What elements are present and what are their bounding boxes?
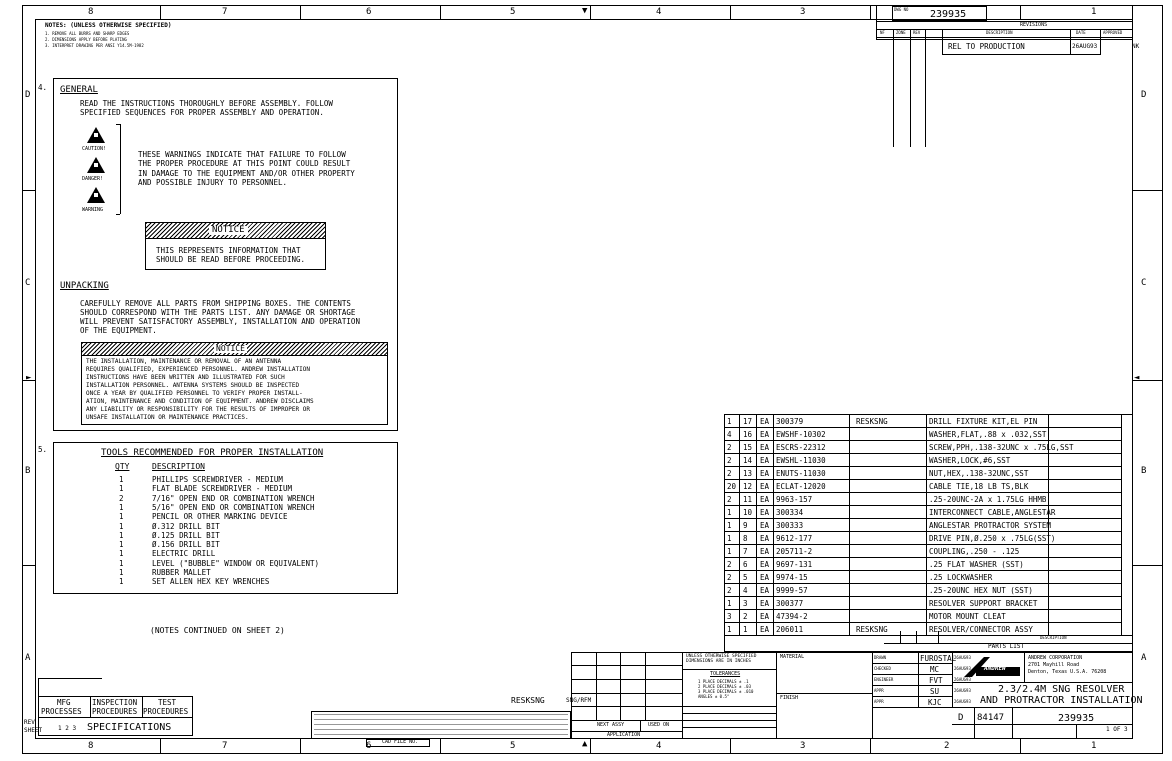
zone-top-6: 6 (366, 7, 372, 17)
tool-qty: 1 (119, 549, 124, 559)
parts-cell-desc: COUPLING,.250 - .125 (929, 547, 1020, 556)
notes-continued: (NOTES CONTINUED ON SHEET 2) (150, 626, 285, 635)
general-title: GENERAL (60, 85, 98, 95)
parts-row (724, 440, 1121, 454)
tolerances-header: UNLESS OTHERWISE SPECIFIED DIMENSIONS ARE IN INCHES (686, 654, 757, 664)
parts-cell-desc: DRIVE PIN,Ø.250 x .75LG(SST) (929, 534, 1056, 543)
parts-cell-item: 1 (727, 599, 732, 608)
tool-qty: 1 (119, 577, 124, 587)
icon-bracket (120, 124, 121, 214)
tool-qty: 1 (119, 558, 124, 568)
used-on-label: USED ON (648, 722, 670, 728)
tool-qty: 1 (119, 502, 124, 512)
parts-cell-item: 1 (727, 625, 732, 634)
parts-list-label: PARTS LIST (988, 643, 1025, 650)
tool-desc: LEVEL ("BUBBLE" WINDOW OR EQUIVALENT) (152, 558, 320, 568)
zone-top-5: 5 (510, 7, 516, 17)
center-arrow-bottom: ▲ (582, 739, 588, 749)
parts-cell-part: 205711-2 (776, 547, 813, 556)
tb-role-4: APPR (874, 688, 884, 693)
parts-cell-qty: 14 (743, 456, 753, 465)
tool-desc: Ø.312 DRILL BIT (152, 521, 220, 531)
parts-cell-um: EA (760, 586, 770, 595)
unpacking-text-2: SHOULD CORRESPOND WITH THE PARTS LIST. ANY DAMAGE OR SHORTAGE (80, 308, 356, 317)
tool-qty: 2 (119, 493, 124, 503)
notice-label-large: NOTICE (216, 344, 245, 353)
parts-cell-part: EWSHF-10302 (776, 430, 826, 439)
tb-init-2: MC (930, 665, 940, 674)
warning-text-4: AND POSSIBLE INJURY TO PERSONNEL. (138, 178, 288, 187)
general-num: 4. (38, 83, 48, 92)
sheet-count: 1 OF 3 (1106, 726, 1128, 733)
test-proc-label: PROCEDURES (143, 707, 189, 716)
company-line-1: ANDREW CORPORATION (1028, 655, 1083, 661)
drawing-title-2: AND PROTRACTOR INSTALLATION (980, 695, 1143, 706)
rev-h-nf: NF (880, 30, 885, 35)
warning-icon (86, 186, 106, 204)
parts-cell-desc: NUT,HEX,.138-32UNC,SST (929, 469, 1029, 478)
notice-text-large-2: REQUIRES QUALIFIED, EXPERIENCED PERSONNEL. ANDREW INSTALLATION (86, 366, 310, 373)
parts-cell-item: 1 (727, 534, 732, 543)
rev-h-approved: APPROVED (1103, 30, 1123, 35)
parts-cell-part: 9999-57 (776, 586, 808, 595)
drawing-size: D (958, 713, 964, 723)
tolerances-title: TOLERANCES (710, 671, 741, 677)
parts-cell-um: EA (760, 573, 770, 582)
tool-desc: PENCIL OR OTHER MARKING DEVICE (152, 512, 288, 522)
parts-row (724, 427, 1121, 441)
center-arrow-left: ► (26, 373, 32, 383)
parts-cell-um: EA (760, 430, 770, 439)
parts-cell-part: 206011 (776, 625, 804, 634)
parts-cell-um: EA (760, 456, 770, 465)
zone-bottom-6: 6 (366, 741, 372, 751)
fine-print (314, 714, 568, 736)
parts-cell-item: 1 (727, 547, 732, 556)
parts-cell-desc: .25 LOCKWASHER (929, 573, 993, 582)
caution-label: CAUTION! (82, 146, 107, 152)
tb-role-3: ENGINEER (874, 677, 894, 682)
parts-cell-part: 300333 (776, 521, 804, 530)
parts-cell-qty: 1 (743, 625, 748, 634)
parts-cell-qty: 11 (743, 495, 753, 504)
center-arrow-right: ◄ (1134, 373, 1140, 383)
rev-h-rev: REV (913, 30, 921, 35)
rev-label: REV (24, 719, 35, 726)
zone-top-8: 8 (88, 7, 94, 17)
zone-right-d: D (1141, 90, 1147, 100)
parts-cell-um: EA (760, 521, 770, 530)
zone-right-c: C (1141, 278, 1147, 288)
unpacking-title: UNPACKING (60, 281, 109, 291)
next-assy-label: NEXT ASSY (597, 722, 625, 728)
revisions-title: REVISIONS (1020, 22, 1048, 28)
warning-text-2: THE PROPER PROCEDURE AT THIS POINT COULD RESULT (138, 159, 351, 168)
parts-cell-part: 47394-2 (776, 612, 808, 621)
title-dwg-no: 239935 (1058, 713, 1095, 724)
tools-qty-header: QTY (115, 462, 130, 471)
sheet-label: SHEET (24, 727, 43, 734)
parts-row (724, 492, 1121, 506)
notice-text-large-4: INSTALLATION PERSONNEL. ANTENNA SYSTEMS SHOULD BE INSPECTED (86, 382, 300, 389)
notice-text-large-6: ATION, MAINTENANCE AND CONDITION OF EQUIPMENT. ANDREW DISCLAIMS (86, 398, 314, 405)
parts-cell-um: EA (760, 417, 770, 426)
parts-cell-desc: RESOLVER SUPPORT BRACKET (929, 599, 1038, 608)
zone-left-d: D (25, 90, 31, 100)
zone-bottom-2: 2 (944, 741, 950, 751)
parts-desc-col: DESCRIPTION (1040, 635, 1067, 640)
parts-row (724, 583, 1121, 597)
parts-cell-part: ESCRS-22312 (776, 443, 826, 452)
unpacking-text-3: WILL PREVENT SATISFACTORY ASSEMBLY, INSTALLATION AND OPERATION (80, 317, 360, 326)
parts-cell-ref: RESKSNG (856, 417, 888, 426)
general-intro-2: SPECIFIED SEQUENCES FOR PROPER ASSEMBLY AND OPERATION. (80, 108, 324, 117)
inspection-label: INSPECTION (92, 698, 138, 707)
rev-row-date: 26AUG93 (1072, 43, 1098, 50)
parts-cell-qty: 7 (743, 547, 748, 556)
tools-title: TOOLS RECOMMENDED FOR PROPER INSTALLATION (101, 448, 324, 458)
note-line-1: 1. REMOVE ALL BURRS AND SHARP EDGES (45, 31, 130, 36)
parts-cell-desc: MOTOR MOUNT CLEAT (929, 612, 1006, 621)
cad-file-label: CAD FILE NO. (382, 739, 419, 745)
application-label: APPLICATION (607, 732, 641, 738)
parts-cell-qty: 17 (743, 417, 753, 426)
parts-row (724, 531, 1121, 545)
tool-desc: FLAT BLADE SCREWDRIVER - MEDIUM (152, 484, 292, 494)
zone-bottom-8: 8 (88, 741, 94, 751)
zone-bottom-1: 1 (1091, 741, 1097, 751)
tb-init-4: SU (930, 687, 940, 696)
parts-row (724, 505, 1121, 519)
mfg-label: MFG (57, 698, 71, 707)
parts-cell-desc: .25 FLAT WASHER (SST) (929, 560, 1024, 569)
parts-cell-desc: SCREW,PPH,.138-32UNC x .75LG,SST (929, 443, 1074, 452)
parts-row (724, 479, 1121, 493)
parts-cell-qty: 13 (743, 469, 753, 478)
tb-date-3: 26AUG93 (954, 677, 971, 682)
parts-cell-item: 1 (727, 521, 732, 530)
zone-right-a: A (1141, 653, 1147, 663)
tb-role-5: APPR (874, 699, 884, 704)
tb-date-2: 26AUG93 (954, 666, 971, 671)
notice-text-large-5: ONCE A YEAR BY QUALIFIED PERSONNEL TO VERIFY PROPER INSTALL- (86, 390, 303, 397)
danger-icon (86, 156, 106, 174)
tolerance-3: 3 PLACE DECIMALS ± .010 (698, 689, 754, 694)
zone-left-c: C (25, 278, 31, 288)
zone-right-b: B (1141, 466, 1147, 476)
zone-top-1: 1 (1091, 7, 1097, 17)
tb-date-4: 26AUG93 (954, 688, 971, 693)
notice-text-large-1: THE INSTALLATION, MAINTENANCE OR REMOVAL OF AN ANTENNA (86, 358, 282, 365)
parts-row (724, 453, 1121, 467)
fscm-number: 84147 (977, 713, 1005, 723)
zone-bottom-4: 4 (656, 741, 662, 751)
parts-row (724, 609, 1121, 623)
parts-cell-qty: 4 (743, 586, 748, 595)
parts-cell-part: EWSHL-11030 (776, 456, 826, 465)
parts-cell-qty: 16 (743, 430, 753, 439)
inspection-proc-label: PROCEDURES (92, 707, 138, 716)
note-line-3: 3. INTERPRET DRAWING PER ANSI Y14.5M-1982 (45, 43, 144, 48)
tb-date-1: 26AUG93 (954, 655, 971, 660)
unpacking-text-4: OF THE EQUIPMENT. (80, 326, 157, 335)
tool-desc: SET ALLEN HEX KEY WRENCHES (152, 577, 270, 587)
reksng-label: RESKSNG (511, 696, 545, 705)
tool-desc: 5/16" OPEN END OR COMBINATION WRENCH (152, 502, 315, 512)
parts-cell-qty: 6 (743, 560, 748, 569)
parts-cell-qty: 15 (743, 443, 753, 452)
parts-cell-part: 9697-131 (776, 560, 813, 569)
parts-cell-item: 1 (727, 417, 732, 426)
center-arrow-top: ▼ (582, 6, 588, 16)
parts-cell-um: EA (760, 443, 770, 452)
zone-bottom-5: 5 (510, 741, 516, 751)
tb-role-2: CHECKED (874, 666, 891, 671)
parts-row (724, 414, 1121, 428)
tool-qty: 1 (119, 521, 124, 531)
parts-cell-desc: RESOLVER/CONNECTOR ASSY (929, 625, 1033, 634)
notice-text-small-2: SHOULD BE READ BEFORE PROCEEDING. (156, 255, 306, 264)
parts-cell-item: 2 (727, 586, 732, 595)
parts-cell-desc: WASHER,LOCK,#6,SST (929, 456, 1011, 465)
sheet-nums: 1 2 3 (58, 725, 77, 732)
tb-init-1: FUROSTAL (920, 654, 957, 663)
note-line-2: 2. DIMENSIONS APPLY BEFORE PLATING (45, 37, 127, 42)
tool-desc: Ø.156 DRILL BIT (152, 540, 220, 550)
danger-label: DANGER! (82, 176, 104, 182)
finish-label: FINISH (780, 695, 799, 701)
tb-role-1: DRAWN (874, 655, 887, 660)
parts-cell-um: EA (760, 469, 770, 478)
material-label: MATERIAL (780, 654, 805, 660)
tool-desc: PHILLIPS SCREWDRIVER - MEDIUM (152, 475, 283, 484)
notice-text-small-1: THIS REPRESENTS INFORMATION THAT (156, 246, 301, 255)
parts-row (724, 544, 1121, 558)
company-line-2: 2701 Mayhill Road (1028, 662, 1080, 668)
parts-cell-desc: WASHER,FLAT,.88 x .032,SST (929, 430, 1047, 439)
specifications-label: SPECIFICATIONS (87, 722, 172, 733)
parts-row (724, 557, 1121, 571)
parts-cell-qty: 3 (743, 599, 748, 608)
parts-cell-um: EA (760, 534, 770, 543)
reksng-code: SNG/RFM (566, 697, 592, 704)
general-intro-1: READ THE INSTRUCTIONS THOROUGHLY BEFORE ASSEMBLY. FOLLOW (80, 99, 333, 108)
zone-bottom-3: 3 (800, 741, 806, 751)
parts-cell-qty: 9 (743, 521, 748, 530)
rev-dwg-no: 239935 (930, 9, 967, 20)
parts-cell-item: 20 (727, 482, 737, 491)
parts-cell-ref: RESKSNG (856, 625, 888, 634)
zone-left-a: A (25, 653, 31, 663)
parts-row (724, 570, 1121, 584)
parts-cell-um: EA (760, 599, 770, 608)
parts-cell-um: EA (760, 547, 770, 556)
tool-qty: 1 (119, 530, 124, 540)
zone-top-3: 3 (800, 7, 806, 17)
parts-cell-um: EA (760, 560, 770, 569)
tb-date-5: 26AUG93 (954, 699, 971, 704)
company-name: ANDREW (984, 665, 1006, 672)
parts-cell-item: 2 (727, 443, 732, 452)
tolerance-2: 2 PLACE DECIMALS ± .03 (698, 684, 751, 689)
parts-cell-um: EA (760, 625, 770, 634)
parts-cell-qty: 2 (743, 612, 748, 621)
parts-cell-qty: 5 (743, 573, 748, 582)
caution-icon (86, 126, 106, 144)
parts-cell-um: EA (760, 482, 770, 491)
parts-cell-item: 4 (727, 430, 732, 439)
parts-cell-item: 2 (727, 560, 732, 569)
parts-cell-item: 2 (727, 456, 732, 465)
tolerance-1: 1 PLACE DECIMALS ± .1 (698, 679, 749, 684)
unpacking-text-1: CAREFULLY REMOVE ALL PARTS FROM SHIPPING BOXES. THE CONTENTS (80, 299, 351, 308)
parts-cell-desc: .25-20UNC HEX NUT (SST) (929, 586, 1033, 595)
tool-qty: 1 (119, 475, 124, 484)
notice-label-small: NOTICE (209, 226, 248, 235)
parts-cell-part: 300377 (776, 599, 804, 608)
tool-desc: ELECTRIC DRILL (152, 549, 216, 559)
zone-left-b: B (25, 466, 31, 476)
parts-cell-um: EA (760, 612, 770, 621)
tool-qty: 1 (119, 512, 124, 522)
parts-cell-qty: 10 (743, 508, 753, 517)
rev-h-desc: DESCRIPTION (986, 30, 1013, 35)
parts-cell-part: ENUTS-11030 (776, 469, 826, 478)
processes-label: PROCESSES (41, 707, 82, 716)
drawing-title-1: 2.3/2.4M SNG RESOLVER (998, 684, 1125, 695)
parts-row (724, 596, 1121, 610)
notice-text-large-8: UNSAFE INSTALLATION OR MAINTENANCE PRACTICES. (86, 414, 249, 421)
tool-desc: 7/16" OPEN END OR COMBINATION WRENCH (152, 493, 315, 503)
rev-h-zone: ZONE (896, 30, 906, 35)
parts-cell-part: ECLAT-12020 (776, 482, 826, 491)
tools-num: 5. (38, 445, 48, 454)
parts-row (724, 518, 1121, 532)
test-label: TEST (158, 698, 177, 707)
zone-top-4: 4 (656, 7, 662, 17)
zone-bottom-7: 7 (222, 741, 228, 751)
tool-qty: 1 (119, 568, 124, 577)
parts-cell-desc: DRILL FIXTURE KIT,EL PIN (929, 417, 1038, 426)
parts-cell-qty: 8 (743, 534, 748, 543)
notice-text-large-3: INSTRUCTIONS HAVE BEEN WRITTEN AND ILLUSTRATED FOR SUCH (86, 374, 285, 381)
parts-cell-part: 9974-15 (776, 573, 808, 582)
parts-cell-item: 2 (727, 469, 732, 478)
warning-text-3: IN DAMAGE TO THE EQUIPMENT AND/OR OTHER PROPERTY (138, 169, 355, 178)
tb-init-3: FVT (929, 676, 943, 685)
parts-cell-qty: 12 (743, 482, 753, 491)
warning-text-1: THESE WARNINGS INDICATE THAT FAILURE TO FOLLOW (138, 150, 346, 159)
parts-cell-part: 300334 (776, 508, 804, 517)
parts-cell-desc: INTERCONNECT CABLE,ANGLESTAR (929, 508, 1056, 517)
parts-cell-item: 3 (727, 612, 732, 621)
parts-row (724, 466, 1121, 480)
dwg-no-label: DWG NO (894, 7, 909, 12)
tool-qty: 1 (119, 484, 124, 494)
company-line-3: Denton, Texas U.S.A. 76208 (1028, 669, 1107, 675)
tools-desc-header: DESCRIPTION (152, 462, 205, 471)
tb-init-5: KJC (928, 698, 942, 707)
parts-cell-part: 9612-177 (776, 534, 813, 543)
rev-row-approved: NK (1132, 43, 1140, 50)
tool-desc: Ø.125 DRILL BIT (152, 530, 220, 540)
parts-cell-desc: .25-20UNC-2A x 1.75LG HHMB (929, 495, 1047, 504)
notes-title: NOTES: (UNLESS OTHERWISE SPECIFIED) (45, 22, 172, 29)
tool-qty: 1 (119, 540, 124, 550)
parts-cell-item: 2 (727, 495, 732, 504)
parts-cell-um: EA (760, 508, 770, 517)
parts-cell-part: 9963-157 (776, 495, 813, 504)
parts-row (724, 622, 1121, 636)
rev-row-desc: REL TO PRODUCTION (948, 42, 1025, 51)
notice-text-large-7: ANY LIABILITY OR RESPONSIBILITY FOR THE RESULTS OF IMPROPER OR (86, 406, 310, 413)
tolerance-4: ANGLES ± 0.5° (698, 694, 730, 699)
parts-cell-part: 300379 (776, 417, 804, 426)
parts-cell-um: EA (760, 495, 770, 504)
tool-desc: RUBBER MALLET (152, 568, 211, 577)
parts-cell-item: 2 (727, 573, 732, 582)
warning-label: WARNING (82, 207, 104, 213)
rev-h-date: DATE (1076, 30, 1086, 35)
parts-cell-item: 1 (727, 508, 732, 517)
parts-cell-desc: CABLE TIE,18 LB TS,BLK (929, 482, 1029, 491)
zone-top-7: 7 (222, 7, 228, 17)
parts-cell-desc: ANGLESTAR PROTRACTOR SYSTEM (929, 521, 1051, 530)
